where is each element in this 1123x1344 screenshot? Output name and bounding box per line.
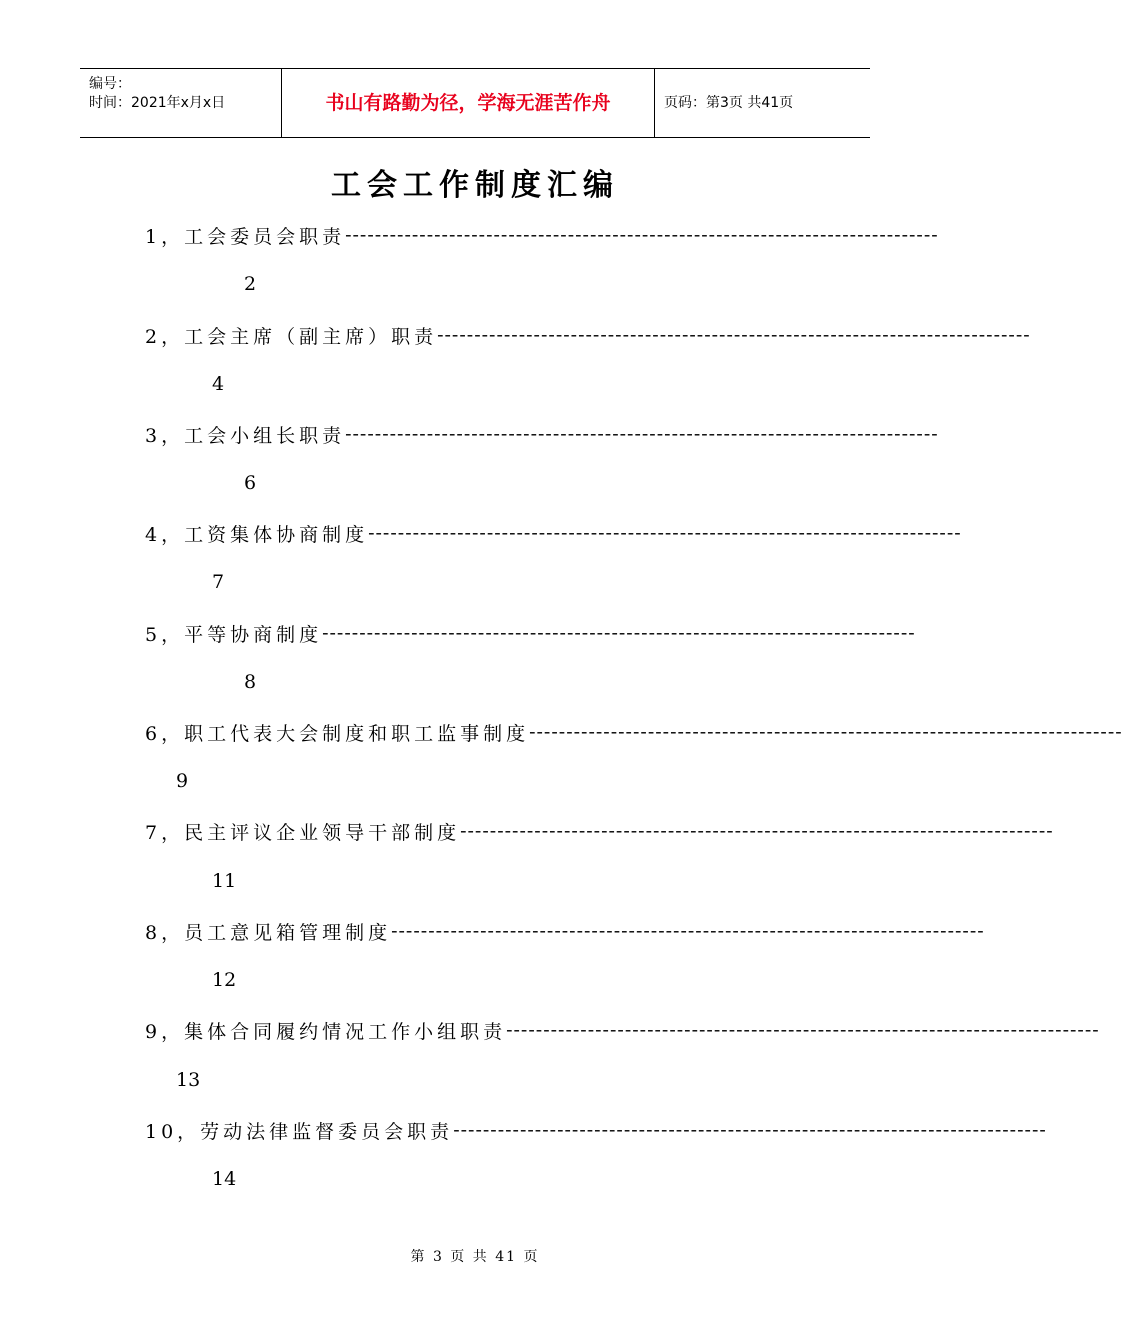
toc-entry-page: 7: [212, 571, 225, 593]
toc-leader: --------------------------------------------------------------------------------: [460, 820, 1054, 842]
toc-entry[interactable]: [145, 220, 939, 250]
toc-entry-text: 6，职工代表大会制度和职工监事制度: [145, 722, 530, 745]
toc-entry[interactable]: [145, 1015, 1100, 1045]
page-footer: 第 3 页 共 41 页: [410, 1249, 540, 1265]
toc-entry-page: 8: [244, 671, 257, 693]
toc-leader: --------------------------------------------------------------------------------: [391, 920, 985, 942]
toc-entry-text: 7，民主评议企业领导干部制度: [145, 821, 461, 844]
page-title: 工会工作制度汇编: [331, 168, 619, 203]
toc-entry[interactable]: [145, 717, 1123, 747]
toc-leader: --------------------------------------------------------------------------------: [529, 721, 1123, 743]
number-label: 编号：: [89, 76, 131, 92]
toc-leader: --------------------------------------------------------------------------------: [437, 324, 1031, 346]
toc-entry-text: 3，工会小组长职责: [145, 424, 346, 447]
toc-entry-text: 10，劳动法律监督委员会职责: [145, 1120, 454, 1143]
toc-leader: --------------------------------------------------------------------------------: [345, 423, 939, 445]
toc-entry[interactable]: [145, 618, 916, 648]
toc-entry-text: 8，员工意见箱管理制度: [145, 921, 392, 944]
toc-leader: --------------------------------------------------------------------------------: [453, 1119, 1047, 1141]
toc-leader: --------------------------------------------------------------------------------: [345, 224, 939, 246]
toc-entry[interactable]: [145, 518, 962, 548]
document-header: [80, 68, 870, 138]
toc-entry-page: 14: [212, 1168, 237, 1190]
toc-entry-text: 2，工会主席（副主席）职责: [145, 325, 438, 348]
toc-entry-text: 4，工资集体协商制度: [145, 523, 369, 546]
toc-entry[interactable]: [145, 1115, 1047, 1145]
motto-text: 书山有路勤为径，学海无涯苦作舟: [281, 69, 655, 137]
header-meta-cell: [80, 69, 281, 137]
time-label: 时间：2021年x月x日: [89, 95, 226, 111]
toc-entry-page: 2: [244, 273, 257, 295]
toc-entry-page: 12: [212, 969, 237, 991]
toc-entry-page: 6: [244, 472, 257, 494]
toc-entry-page: 13: [176, 1069, 201, 1091]
page-label: 页码：第3页 共41页: [664, 95, 794, 111]
toc-entry-text: 5，平等协商制度: [145, 623, 323, 646]
toc-leader: --------------------------------------------------------------------------------: [322, 622, 916, 644]
toc-entry-page: 9: [176, 770, 189, 792]
toc-entry-text: 9，集体合同履约情况工作小组职责: [145, 1020, 507, 1043]
toc-entry-page: 4: [212, 373, 225, 395]
toc-leader: --------------------------------------------------------------------------------: [368, 522, 962, 544]
toc-entry-text: 1，工会委员会职责: [145, 225, 346, 248]
toc-entry[interactable]: [145, 419, 939, 449]
toc-entry[interactable]: [145, 320, 1031, 350]
toc-entry[interactable]: [145, 816, 1054, 846]
toc-entry[interactable]: [145, 916, 985, 946]
toc-entry-page: 11: [212, 870, 237, 892]
toc-leader: --------------------------------------------------------------------------------: [506, 1019, 1100, 1041]
